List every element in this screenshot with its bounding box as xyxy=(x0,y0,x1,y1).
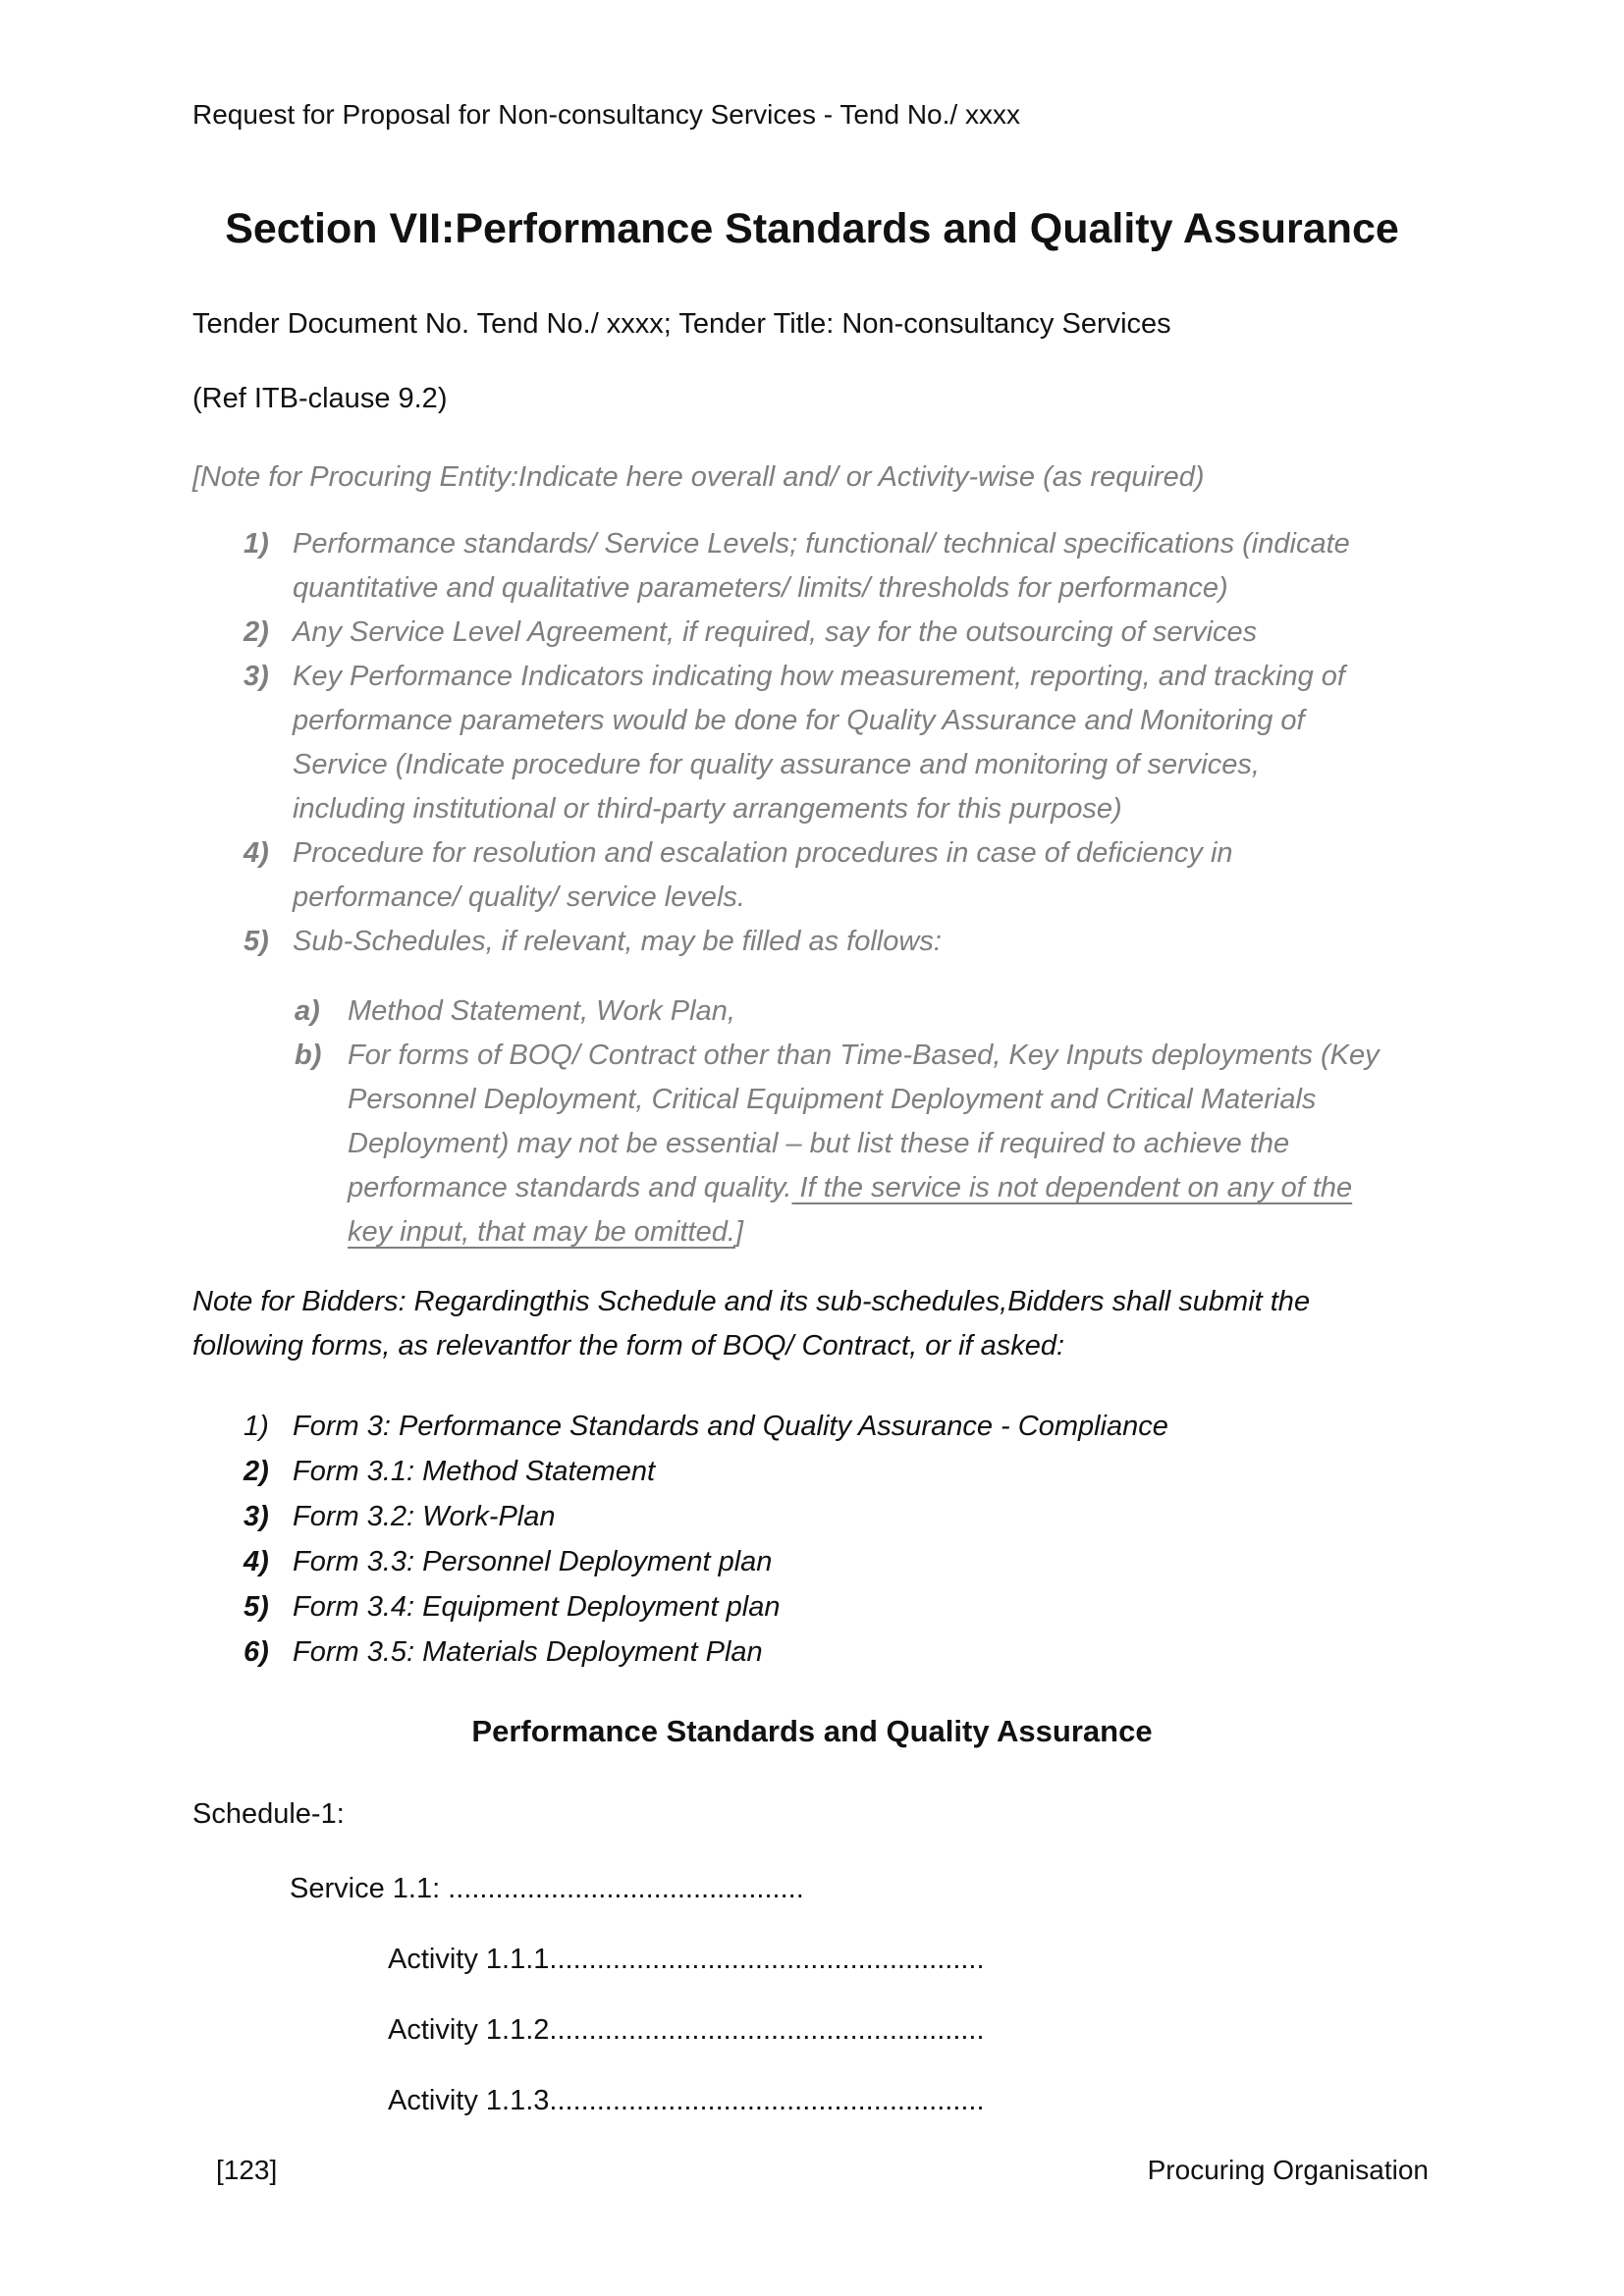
schedule-label: Schedule-1: xyxy=(192,1798,345,1830)
list-item xyxy=(192,1539,1432,1584)
list-item-text-underlined: If the service is not dependent on any of the key input, that may be omitted. xyxy=(348,1172,1353,1248)
list-item-number: 5) xyxy=(244,926,269,957)
procuring-entity-note-intro: [Note for Procuring Entity:Indicate here overall and/ or Activity-wise (as required) xyxy=(192,461,1205,493)
list-item xyxy=(192,1494,1432,1539)
list-item-text: Any Service Level Agreement, if required, say for the outsourcing of services xyxy=(293,616,1258,648)
performance-standards-subtitle: Performance Standards and Quality Assurance xyxy=(471,1714,1153,1748)
section-title: Section VII:Performance Standards and Quality Assurance xyxy=(225,205,1399,252)
page-header: Request for Proposal for Non-consultancy Services - Tend No./ xxxx xyxy=(192,99,1020,130)
list-item-text: Procedure for resolution and escalation procedures in case of deficiency in performance/ quality/ service levels. xyxy=(293,837,1233,913)
list-item-text: Form 3.1: Method Statement xyxy=(293,1456,656,1487)
itb-clause-reference: (Ref ITB-clause 9.2) xyxy=(192,383,448,414)
list-item-text xyxy=(348,1034,1388,1255)
list-item-text: Key Performance Indicators indicating how measurement, reporting, and tracking of performance parameters would be done for Quality Assurance and Monitoring of Service (Indicate procedure for quality assurance and monitoring of services, including institutional or third-party arrangements for this purpose) xyxy=(293,661,1345,825)
list-item xyxy=(192,611,1432,655)
list-item-text: Performance standards/ Service Levels; functional/ technical specifications (indicate quantitative and qualitative parameters/ limits/ thresholds for performance) xyxy=(293,528,1350,604)
forms-list xyxy=(192,1404,1432,1675)
service-line: Service 1.1: ............................................. xyxy=(290,1873,804,1904)
list-item xyxy=(192,1449,1432,1494)
bidders-note: Note for Bidders: Regardingthis Schedule and its sub-schedules,Bidders shall submit the following forms, as relevantfor the form of BOQ/ Contract, or if asked: xyxy=(192,1286,1311,1362)
list-item-letter: b) xyxy=(295,1040,322,1071)
list-item xyxy=(192,1629,1432,1675)
list-item xyxy=(192,831,1432,920)
list-item-text: Form 3.5: Materials Deployment Plan xyxy=(293,1636,763,1668)
procuring-entity-note-list xyxy=(192,522,1432,964)
list-item xyxy=(192,989,1432,1034)
activity-line: Activity 1.1.2....................................................... xyxy=(388,2014,985,2046)
list-item-text-normal: For forms of BOQ/ Contract other than Time-Based, Key Inputs deployments (Key Personnel Deployment, Critical Equipment Deployment and Critical Materials Deployment) may not be essential – but list these if required to achieve the performance standards and quality. xyxy=(348,1040,1380,1203)
list-item xyxy=(192,1404,1432,1449)
tender-document-line: Tender Document No. Tend No./ xxxx; Tender Title: Non-consultancy Services xyxy=(192,308,1171,340)
list-item-text: Sub-Schedules, if relevant, may be filled as follows: xyxy=(293,926,942,957)
list-item-number: 3) xyxy=(244,661,269,692)
list-item-text: Form 3.3: Personnel Deployment plan xyxy=(293,1546,773,1577)
list-item-number: 2) xyxy=(244,616,269,648)
list-item-number: 1) xyxy=(244,528,269,560)
list-item-number: 1) xyxy=(244,1411,269,1442)
list-item-number: 5) xyxy=(244,1591,269,1623)
page-footer xyxy=(216,2154,1429,2187)
list-item-text: Form 3.4: Equipment Deployment plan xyxy=(293,1591,781,1623)
list-item-number: 6) xyxy=(244,1636,269,1668)
list-item xyxy=(192,655,1432,831)
list-item xyxy=(192,1034,1432,1255)
list-item xyxy=(192,1584,1432,1629)
activity-line: Activity 1.1.3....................................................... xyxy=(388,2085,985,2116)
list-item-letter: a) xyxy=(295,995,320,1027)
activity-line: Activity 1.1.1....................................................... xyxy=(388,1944,985,1975)
sub-schedule-list xyxy=(192,989,1432,1255)
list-item-number: 2) xyxy=(244,1456,269,1487)
list-item-number: 3) xyxy=(244,1501,269,1532)
list-item-text: Method Statement, Work Plan, xyxy=(348,995,735,1027)
list-item-number: 4) xyxy=(244,1546,269,1577)
list-item xyxy=(192,920,1432,964)
list-item-number: 4) xyxy=(244,837,269,869)
list-item-text-closing-bracket: ] xyxy=(734,1216,743,1248)
list-item-text: Form 3.2: Work-Plan xyxy=(293,1501,556,1532)
footer-organisation: Procuring Organisation xyxy=(1147,2155,1429,2185)
list-item-text: Form 3: Performance Standards and Quality Assurance - Compliance xyxy=(293,1411,1168,1442)
footer-page-number: [123] xyxy=(216,2155,278,2185)
list-item xyxy=(192,522,1432,611)
